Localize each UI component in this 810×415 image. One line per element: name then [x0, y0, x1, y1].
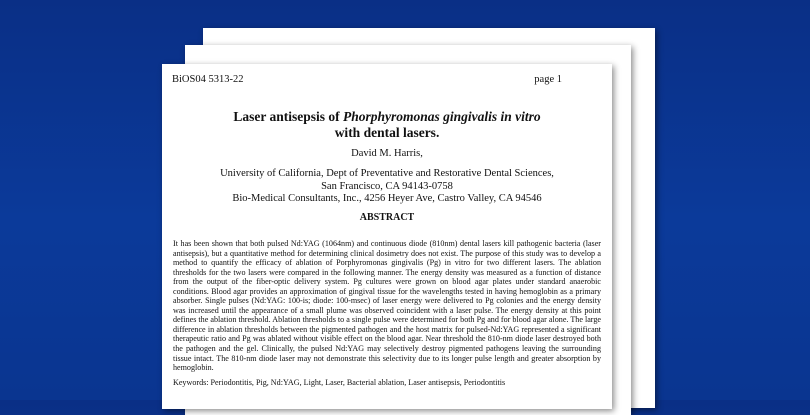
title-line2: with dental lasers.	[334, 125, 440, 140]
affiliation-line: San Francisco, CA 94143-0758	[321, 180, 453, 192]
keywords: Keywords: Periodontitis, Pig, Nd:YAG, Light, Laser, Bacterial ablation, Laser antisepsis, Periodontitis	[173, 377, 506, 387]
affiliation-line: University of California, Dept of Preventative and Restorative Dental Sciences,	[220, 168, 554, 179]
affiliation	[162, 168, 612, 206]
abstract-heading: ABSTRACT	[359, 212, 415, 223]
document-page	[162, 64, 612, 409]
document-title	[162, 109, 612, 141]
affiliation-line: Bio-Medical Consultants, Inc., 4256 Heyer Ave, Castro Valley, CA 94546	[232, 193, 542, 204]
abstract-body	[173, 239, 601, 387]
abstract-text: It has been shown that both pulsed Nd:YAG (1064nm) and continuous diode (810nm) dental lasers kill pathogenic bacteria (laser antisepsis), but a quantitative method for determining clinical dosimetry does not exist. The purpose of this study was to develop a method to quantify the efficacy of ablation of Porphyromonas gingivalis (Pg) in vitro for two different lasers. The ablation thresholds for the two lasers were compared in the following manner. The energy density was measured as a function of distance from the output of the fiber-optic delivery system. Pg cultures were grown on blood agar plates under standard anaerobic conditions. Blood agar provides an approximation of gingival tissue for the wavelengths tested in having hemoglobin as a primary absorber. Single pulses (Nd:YAG: 100-is; diode: 100-msec) of laser energy were delivered to Pg colonies and the energy density was increased until the appearance of a small plume was observed coincident with a laser pulse. The energy density at this point defines the ablation threshold. Ablation thresholds to a single pulse were determined for both Pg and for blood agar alone. The large difference in ablation thresholds between the pigmented pathogen and the host matrix for pulsed-Nd:YAG represented a significant therapeutic ratio and Pg was ablated without visible effect on the blood agar. Near threshold the 810-nm diode laser destroyed both the pathogen and the gel. Clinically, the pulsed Nd:YAG may selectively destroy pigmented pathogens leaving the surrounding tissue intact. The 810-nm diode laser may not demonstrate this selectivity due to its longer pulse length and greater absorption by hemoglobin.	[173, 239, 601, 373]
title-part1: Laser antisepsis of	[233, 109, 343, 124]
page-number: page 1	[534, 74, 562, 85]
document-id: BiOS04 5313-22	[172, 74, 244, 85]
title-species: Phorphyromonas gingivalis in vitro	[342, 109, 541, 124]
author: David M. Harris,	[351, 148, 423, 159]
page-header	[172, 74, 602, 85]
